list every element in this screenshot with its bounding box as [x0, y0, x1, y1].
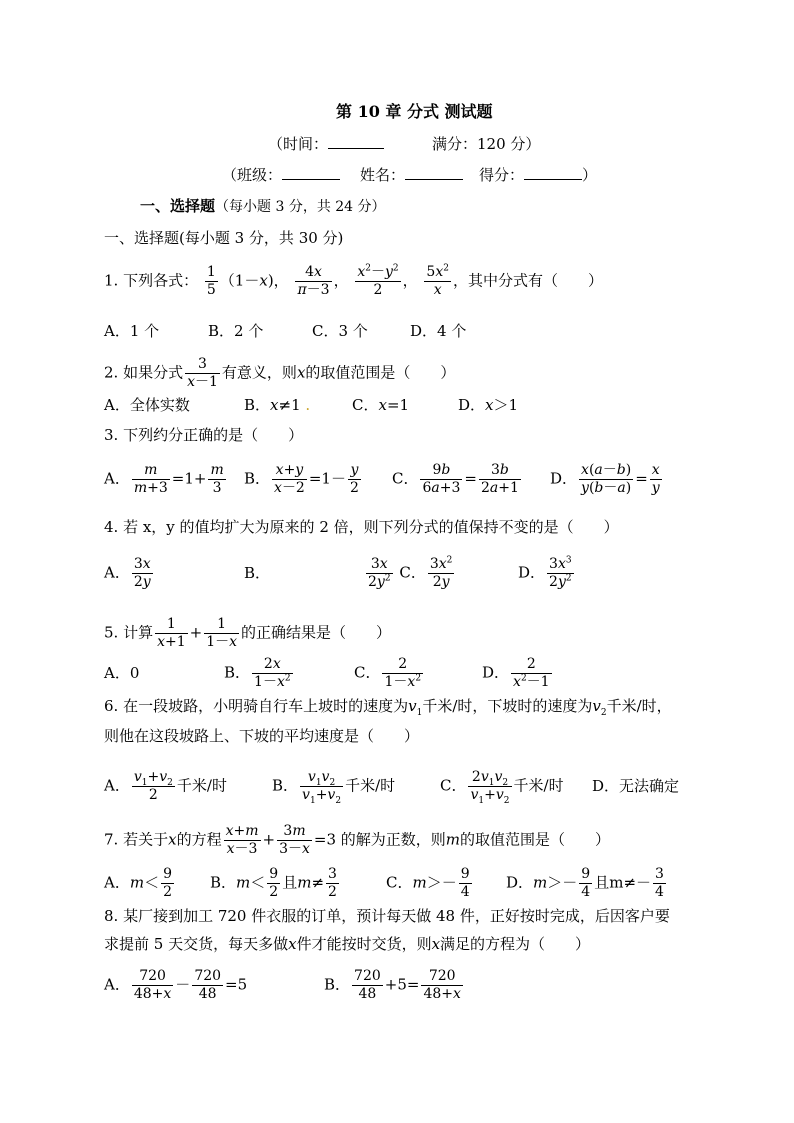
q2-tail2: 的取值范围是（ ）: [305, 363, 456, 382]
q1-mid: （1－: [219, 271, 260, 290]
class-blank: [282, 165, 340, 180]
q7-option-c: C．m＞－ $\frac{9}{4}$: [386, 866, 470, 900]
q4-options: [104, 556, 576, 591]
q2-option-a: A．全体实数: [104, 396, 190, 414]
q8-option-b: B． $\frac{720}{48}$ +5= $\frac{720}{48+x}$: [324, 968, 461, 1002]
question-8-line-2: 求提前 5 天交货，每天多做x件才能按时交货，则x满足的方程为（ ）: [104, 935, 591, 953]
q2-frac: $\frac{3}{x-1}$: [187, 356, 218, 390]
question-1: 1. 下列各式： $\frac{1}{5}$ （1－x)， $\frac{4x}{\pi-3}$ ， $\frac{x^2-y^2}{2}$ ， $\frac{5x^2}{x}$ ，其中分式有（ ）: [104, 263, 603, 298]
q6-option-a: A． $\frac{v_1+v_2}{2}$ 千米/时: [104, 769, 227, 803]
grade-label: 得分：: [479, 166, 525, 184]
question-6-line-1: 6. 在一段坡路，小明骑自行车上坡时的速度为$v_1$千米/时，下坡时的速度为$v_2$千米/时，: [104, 697, 672, 718]
q1-frac-d: $\frac{5x^2}{x}$: [426, 263, 449, 298]
q4-option-b-expr: $\frac{3x}{2y^2}$ C． $\frac{3x^2}{2y}$: [368, 555, 453, 590]
question-8-line-1: 8. 某厂接到加工 720 件衣服的订单，预计每天做 48 件，正好按时完成，后因客户要: [104, 907, 670, 925]
time-label: （时间：: [268, 135, 329, 153]
grade-close: ）: [582, 166, 598, 184]
q2-option-d: D．x＞1: [458, 396, 519, 414]
q3-option-c: C． $\frac{9b}{6a+3}$ = $\frac{3b}{2a+1}$: [392, 462, 519, 496]
section-heading-1: [140, 196, 386, 217]
q5-option-b: B． $\frac{2x}{1-x^2}$: [224, 656, 291, 690]
q1-frac-b: $\frac{4x}{\pi-3}$: [297, 264, 330, 298]
q1-tail: ，其中分式有（ ）: [452, 271, 603, 290]
name-label: 姓名：: [360, 166, 406, 184]
q2-options: [104, 395, 518, 415]
q3-option-b: B． $\frac{x+y}{x-2}$ =1－ $\frac{y}{2}$: [244, 462, 359, 496]
q3-option-a: A． $\frac{m}{m+3}$ =1+ $\frac{m}{3}$: [104, 462, 224, 496]
q2-stem: 2. 如果分式: [104, 363, 184, 382]
q7-option-b: B．m＜ $\frac{9}{2}$ 且m≠ $\frac{3}{2}$: [210, 866, 337, 900]
q1-frac-a: $\frac{1}{5}$: [206, 264, 216, 298]
q2-option-c: C．x=1: [352, 396, 410, 414]
q5-option-a: A．0: [104, 663, 140, 682]
q4-option-d: D． $\frac{3x^3}{2y^2}$: [518, 555, 572, 590]
page-title: 第 10 章 分式 测试题: [336, 102, 493, 121]
grade-blank: [524, 165, 582, 180]
q4-option-b: B．: [244, 563, 271, 582]
time-blank: [328, 134, 384, 149]
q5-stem: 5. 计算: [104, 623, 154, 642]
q5-option-c: C． $\frac{2}{1-x^2}$: [354, 656, 422, 690]
q1-frac-c: $\frac{x^2-y^2}{2}$: [357, 263, 399, 298]
section-heading-2: 一、选择题(每小题 3 分，共 30 分): [104, 229, 344, 247]
q1-option-c: C．3 个: [312, 322, 368, 340]
q7-option-a: A．m＜ $\frac{9}{2}$: [104, 866, 173, 900]
q4-option-a: A． $\frac{3x}{2y}$: [104, 556, 151, 590]
q7-options: [104, 866, 668, 901]
q1-options: [104, 321, 466, 341]
q2-tail1: 有意义，则: [221, 363, 297, 382]
question-2: 2. 如果分式 $\frac{3}{x-1}$ 有意义，则x的取值范围是（ ）: [104, 356, 456, 390]
score-label: 满分：120 分）: [432, 135, 541, 153]
name-blank: [405, 165, 463, 180]
q5-tail: 的正确结果是（ ）: [241, 623, 392, 642]
q3-options: [104, 462, 664, 497]
question-6-line-2: 则他在这段坡路上、下坡的平均速度是（ ）: [104, 727, 420, 745]
q6-option-d: D．无法确定: [592, 776, 680, 795]
q8-option-a: A． $\frac{720}{48+x}$ － $\frac{720}{48}$ =5: [104, 968, 248, 1002]
q2-option-b: B．x≠1 .: [244, 396, 311, 414]
q3-option-d: D． $\frac{x(a-b)}{y(b-a)}$ = $\frac{x}{y}$: [550, 462, 660, 496]
question-7: 7. 若关于x的方程 $\frac{x+m}{x-3}$ + $\frac{3m}{3-x}$ =3 的解为正数，则m的取值范围是（ ）: [104, 823, 611, 857]
q6-options: [104, 769, 679, 804]
q1-option-a: A．1 个: [104, 322, 160, 340]
question-3: 3. 下列约分正确的是（ ）: [104, 426, 304, 444]
time-score-line: [268, 134, 540, 154]
q1-option-b: B．2 个: [208, 322, 264, 340]
section-1-note: （每小题 3 分，共 24 分）: [215, 199, 386, 215]
q1-stem: 1. 下列各式：: [104, 271, 199, 290]
q6-option-b: B． $\frac{v_1v_2}{v_1+v_2}$ 千米/时: [272, 769, 396, 806]
q8-options: [104, 968, 465, 1003]
section-1-title: 一、选择题: [140, 197, 216, 215]
q5-option-d: D． $\frac{2}{x^2-1}$: [482, 656, 550, 690]
question-5: 5. 计算 $\frac{1}{x+1}$ + $\frac{1}{1-x}$ 的正确结果是（ ）: [104, 616, 392, 650]
q5-options: [104, 656, 554, 691]
q1-option-d: D．4 个: [410, 322, 467, 340]
question-4: 4. 若 x，y 的值均扩大为原来的 2 倍，则下列分式的值保持不变的是（ ）: [104, 518, 619, 536]
q6-option-c: C． $\frac{2v_1v_2}{v_1+v_2}$ 千米/时: [440, 769, 564, 806]
class-label: （班级：: [222, 166, 283, 184]
q7-option-d: D．m＞－ $\frac{9}{4}$ 且m≠－ $\frac{3}{4}$: [506, 866, 664, 900]
info-line: [222, 165, 597, 185]
